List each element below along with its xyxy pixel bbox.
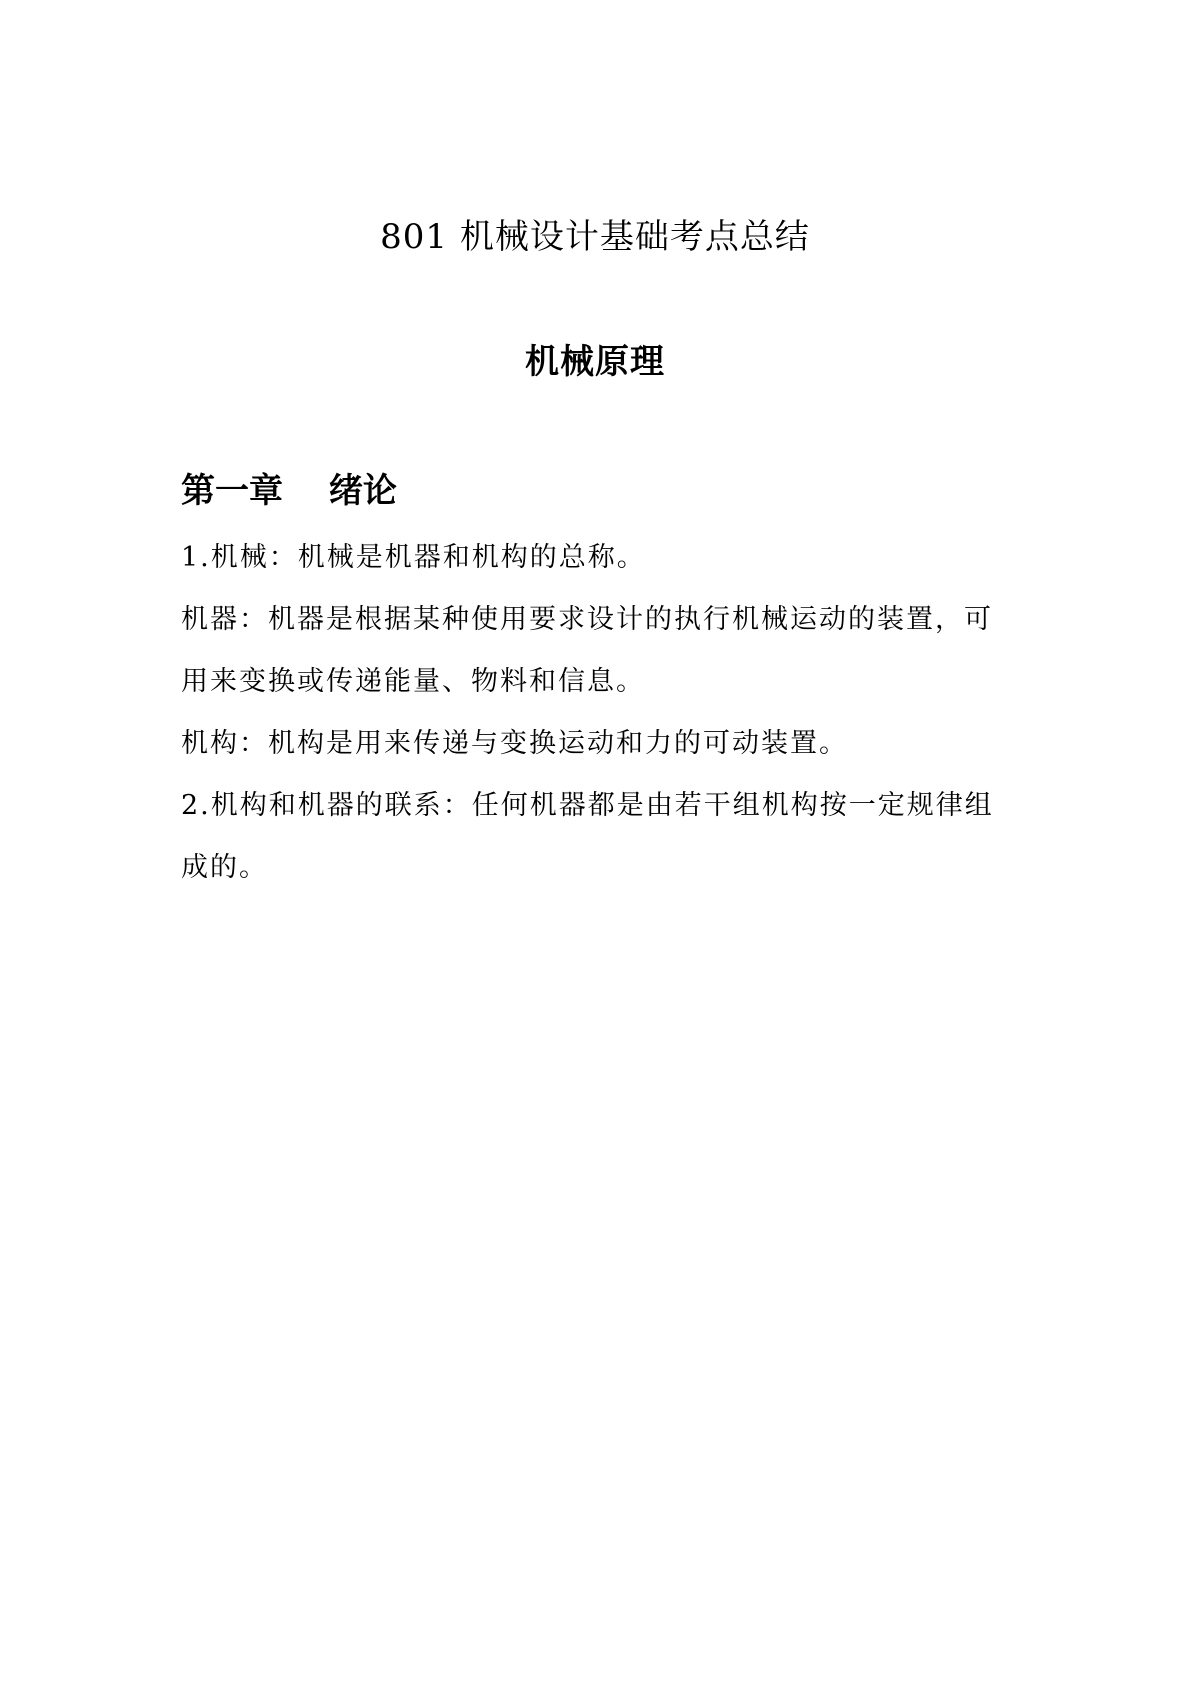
document-title: 801 机械设计基础考点总结 [380,217,810,257]
paragraph-machine-definition: 机器：机器是根据某种使用要求设计的执行机械运动的装置，可用来变换或传递能量、物料和信息。 [181,604,993,697]
paragraph-machinery-definition: 1.机械：机械是机器和机构的总称。 [181,542,646,573]
chapter-title: 第一章 绪论 [181,471,397,511]
paragraph-mechanism-machine-relation: 2.机构和机器的联系：任何机器都是由若干组机构按一定规律组成的。 [181,790,994,883]
part-title: 机械原理 [525,342,665,382]
paragraph-mechanism-definition: 机构：机构是用来传递与变换运动和力的可动装置。 [181,728,848,759]
